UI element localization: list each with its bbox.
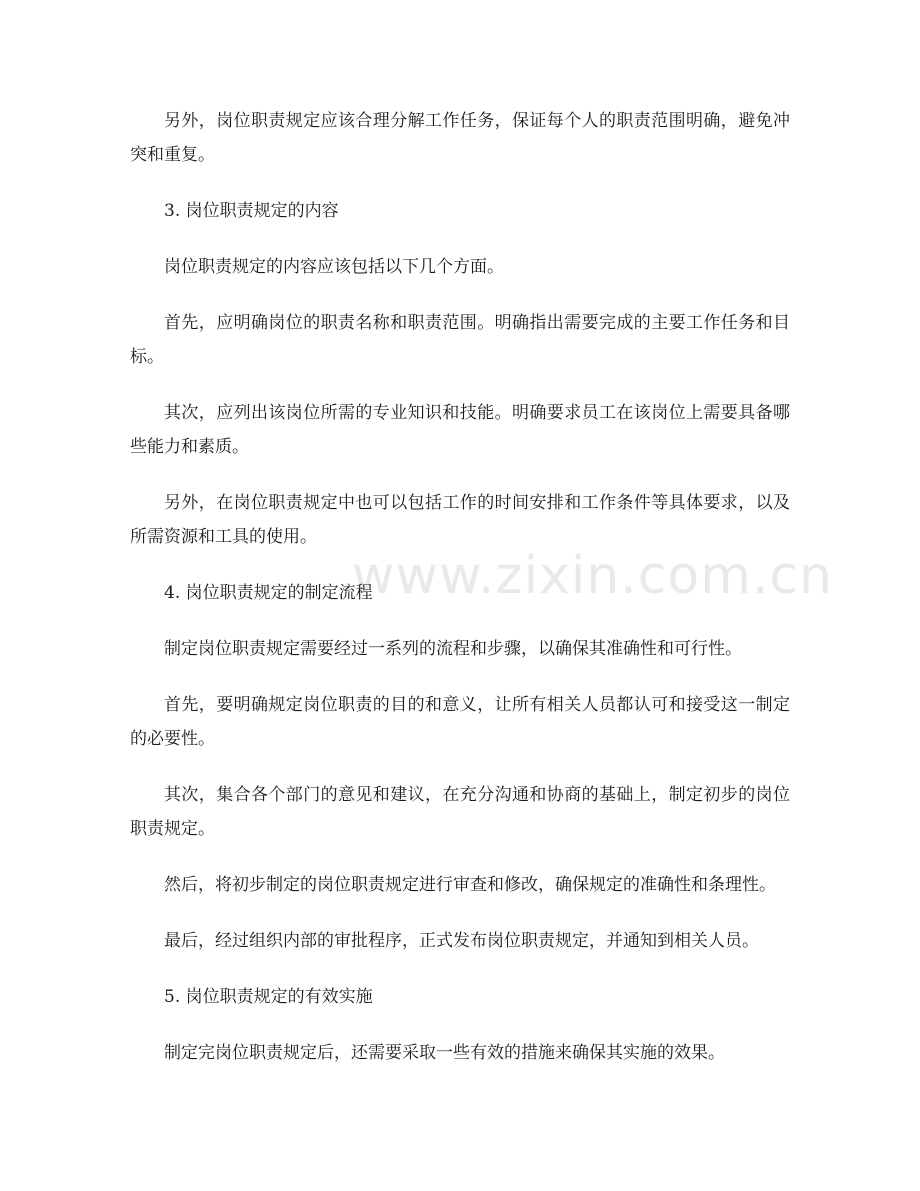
section-heading-3: 3. 岗位职责规定的内容 [164, 201, 339, 221]
paragraph-content-second: 其次，应列出该岗位所需的专业知识和技能。明确要求员工在该岗位上需要具备哪些能力和素质。 [130, 403, 790, 457]
document-body [130, 104, 790, 1092]
paragraph-content-first: 首先，应明确岗位的职责名称和职责范围。明确指出需要完成的主要工作任务和目标。 [130, 313, 790, 367]
paragraph-content-additional: 另外，在岗位职责规定中也可以包括工作的时间安排和工作条件等具体要求，以及所需资源和工具的使用。 [130, 493, 790, 547]
section-heading-5: 5. 岗位职责规定的有效实施 [164, 987, 373, 1007]
paragraph-implementation-intro: 制定完岗位职责规定后，还需要采取一些有效的措施来确保其实施的效果。 [164, 1043, 725, 1063]
paragraph-process-intro: 制定岗位职责规定需要经过一系列的流程和步骤，以确保其准确性和可行性。 [164, 639, 742, 659]
paragraph-process-first: 首先，要明确规定岗位职责的目的和意义，让所有相关人员都认可和接受这一制定的必要性。 [130, 695, 790, 749]
paragraph-process-second: 其次，集合各个部门的意见和建议，在充分沟通和协商的基础上，制定初步的岗位职责规定。 [130, 785, 790, 839]
paragraph-content-intro: 岗位职责规定的内容应该包括以下几个方面。 [164, 257, 504, 277]
paragraph-process-finally: 最后，经过组织内部的审批程序，正式发布岗位职责规定，并通知到相关人员。 [164, 931, 759, 951]
section-heading-4: 4. 岗位职责规定的制定流程 [164, 583, 373, 603]
paragraph-process-then: 然后，将初步制定的岗位职责规定进行审查和修改，确保规定的准确性和条理性。 [164, 875, 776, 895]
paragraph-task-division: 另外，岗位职责规定应该合理分解工作任务，保证每个人的职责范围明确，避免冲突和重复。 [130, 111, 790, 165]
watermark-text: www.zixin.com.cn [352, 546, 833, 606]
